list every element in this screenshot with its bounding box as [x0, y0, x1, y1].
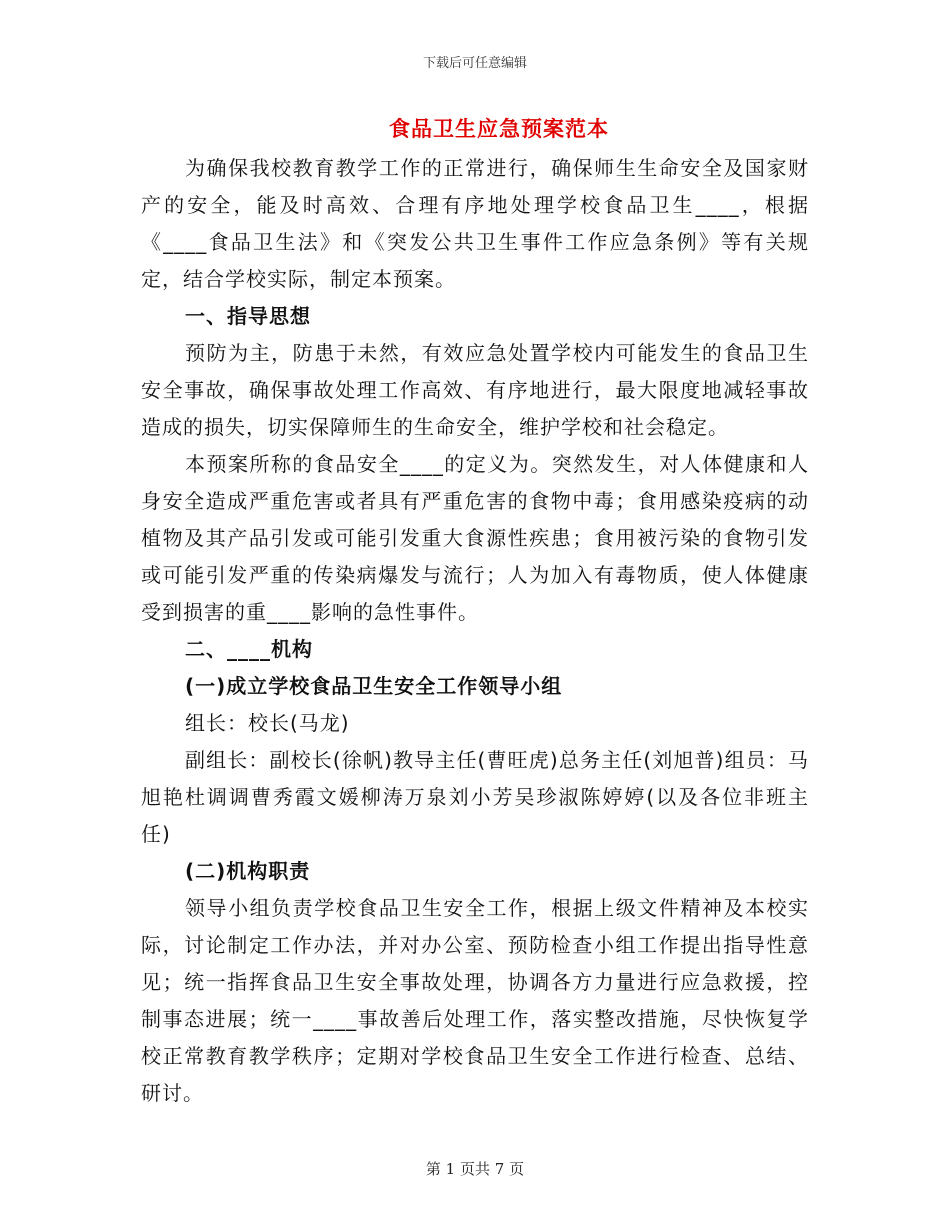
subsection-heading-leadership-group: (一)成立学校食品卫生安全工作领导小组 [185, 674, 563, 698]
subsection-heading-duties: (二)机构职责 [185, 859, 311, 883]
group-leader-line: 组长：校长(马龙) [185, 711, 350, 735]
page-header-note: 下载后可任意编辑 [422, 56, 527, 71]
page-number-footer: 第 1 页共 7 页 [425, 1160, 525, 1178]
section-heading-guiding-ideology: 一、指导思想 [185, 304, 311, 328]
duties-paragraph: 领导小组负责学校食品卫生安全工作，根据上级文件精神及本校实际，讨论制定工作办法，并对办公室、预防检查小组工作提出指导性意见；统一指挥食品卫生安全事故处理，协调各方力量进行应急救援，控制事态进展；统一____事故善后处理工作，落实整改措施，尽快恢复学校正常教育教学秩序；定期对学校食品卫生安全工作进行检查、总结、研讨。 [141, 896, 809, 1105]
guiding-ideology-paragraph: 预防为主，防患于未然，有效应急处置学校内可能发生的食品卫生安全事故，确保事故处理工作高效、有序地进行，最大限度地减轻事故造成的损失，切实保障师生的生命安全，维护学校和社会稳定。 [141, 341, 809, 439]
section-heading-organization: 二、____机构 [185, 637, 313, 661]
group-members-paragraph: 副组长：副校长(徐帆)教导主任(曹旺虎)总务主任(刘旭普)组员：马旭艳杜调调曹秀霞文媛柳涛万泉刘小芳吴珍淑陈婷婷(以及各位非班主任) [141, 748, 809, 846]
intro-paragraph: 为确保我校教育教学工作的正常进行，确保师生生命安全及国家财产的安全，能及时高效、合理有序地处理学校食品卫生____，根据《____食品卫生法》和《突发公共卫生事件工作应急条例》等有关规定，结合学校实际，制定本预案。 [141, 156, 809, 291]
document-body [141, 150, 809, 1112]
document-title: 食品卫生应急预案范本 [389, 117, 609, 141]
definition-paragraph: 本预案所称的食品安全____的定义为。突然发生，对人体健康和人身安全造成严重危害或者具有严重危害的食物中毒；食用感染疫病的动植物及其产品引发或可能引发重大食源性疾患；食用被污染的食物引发或可能引发严重的传染病爆发与流行；人为加入有毒物质，使人体健康受到损害的重____影响的急性事件。 [141, 452, 809, 624]
